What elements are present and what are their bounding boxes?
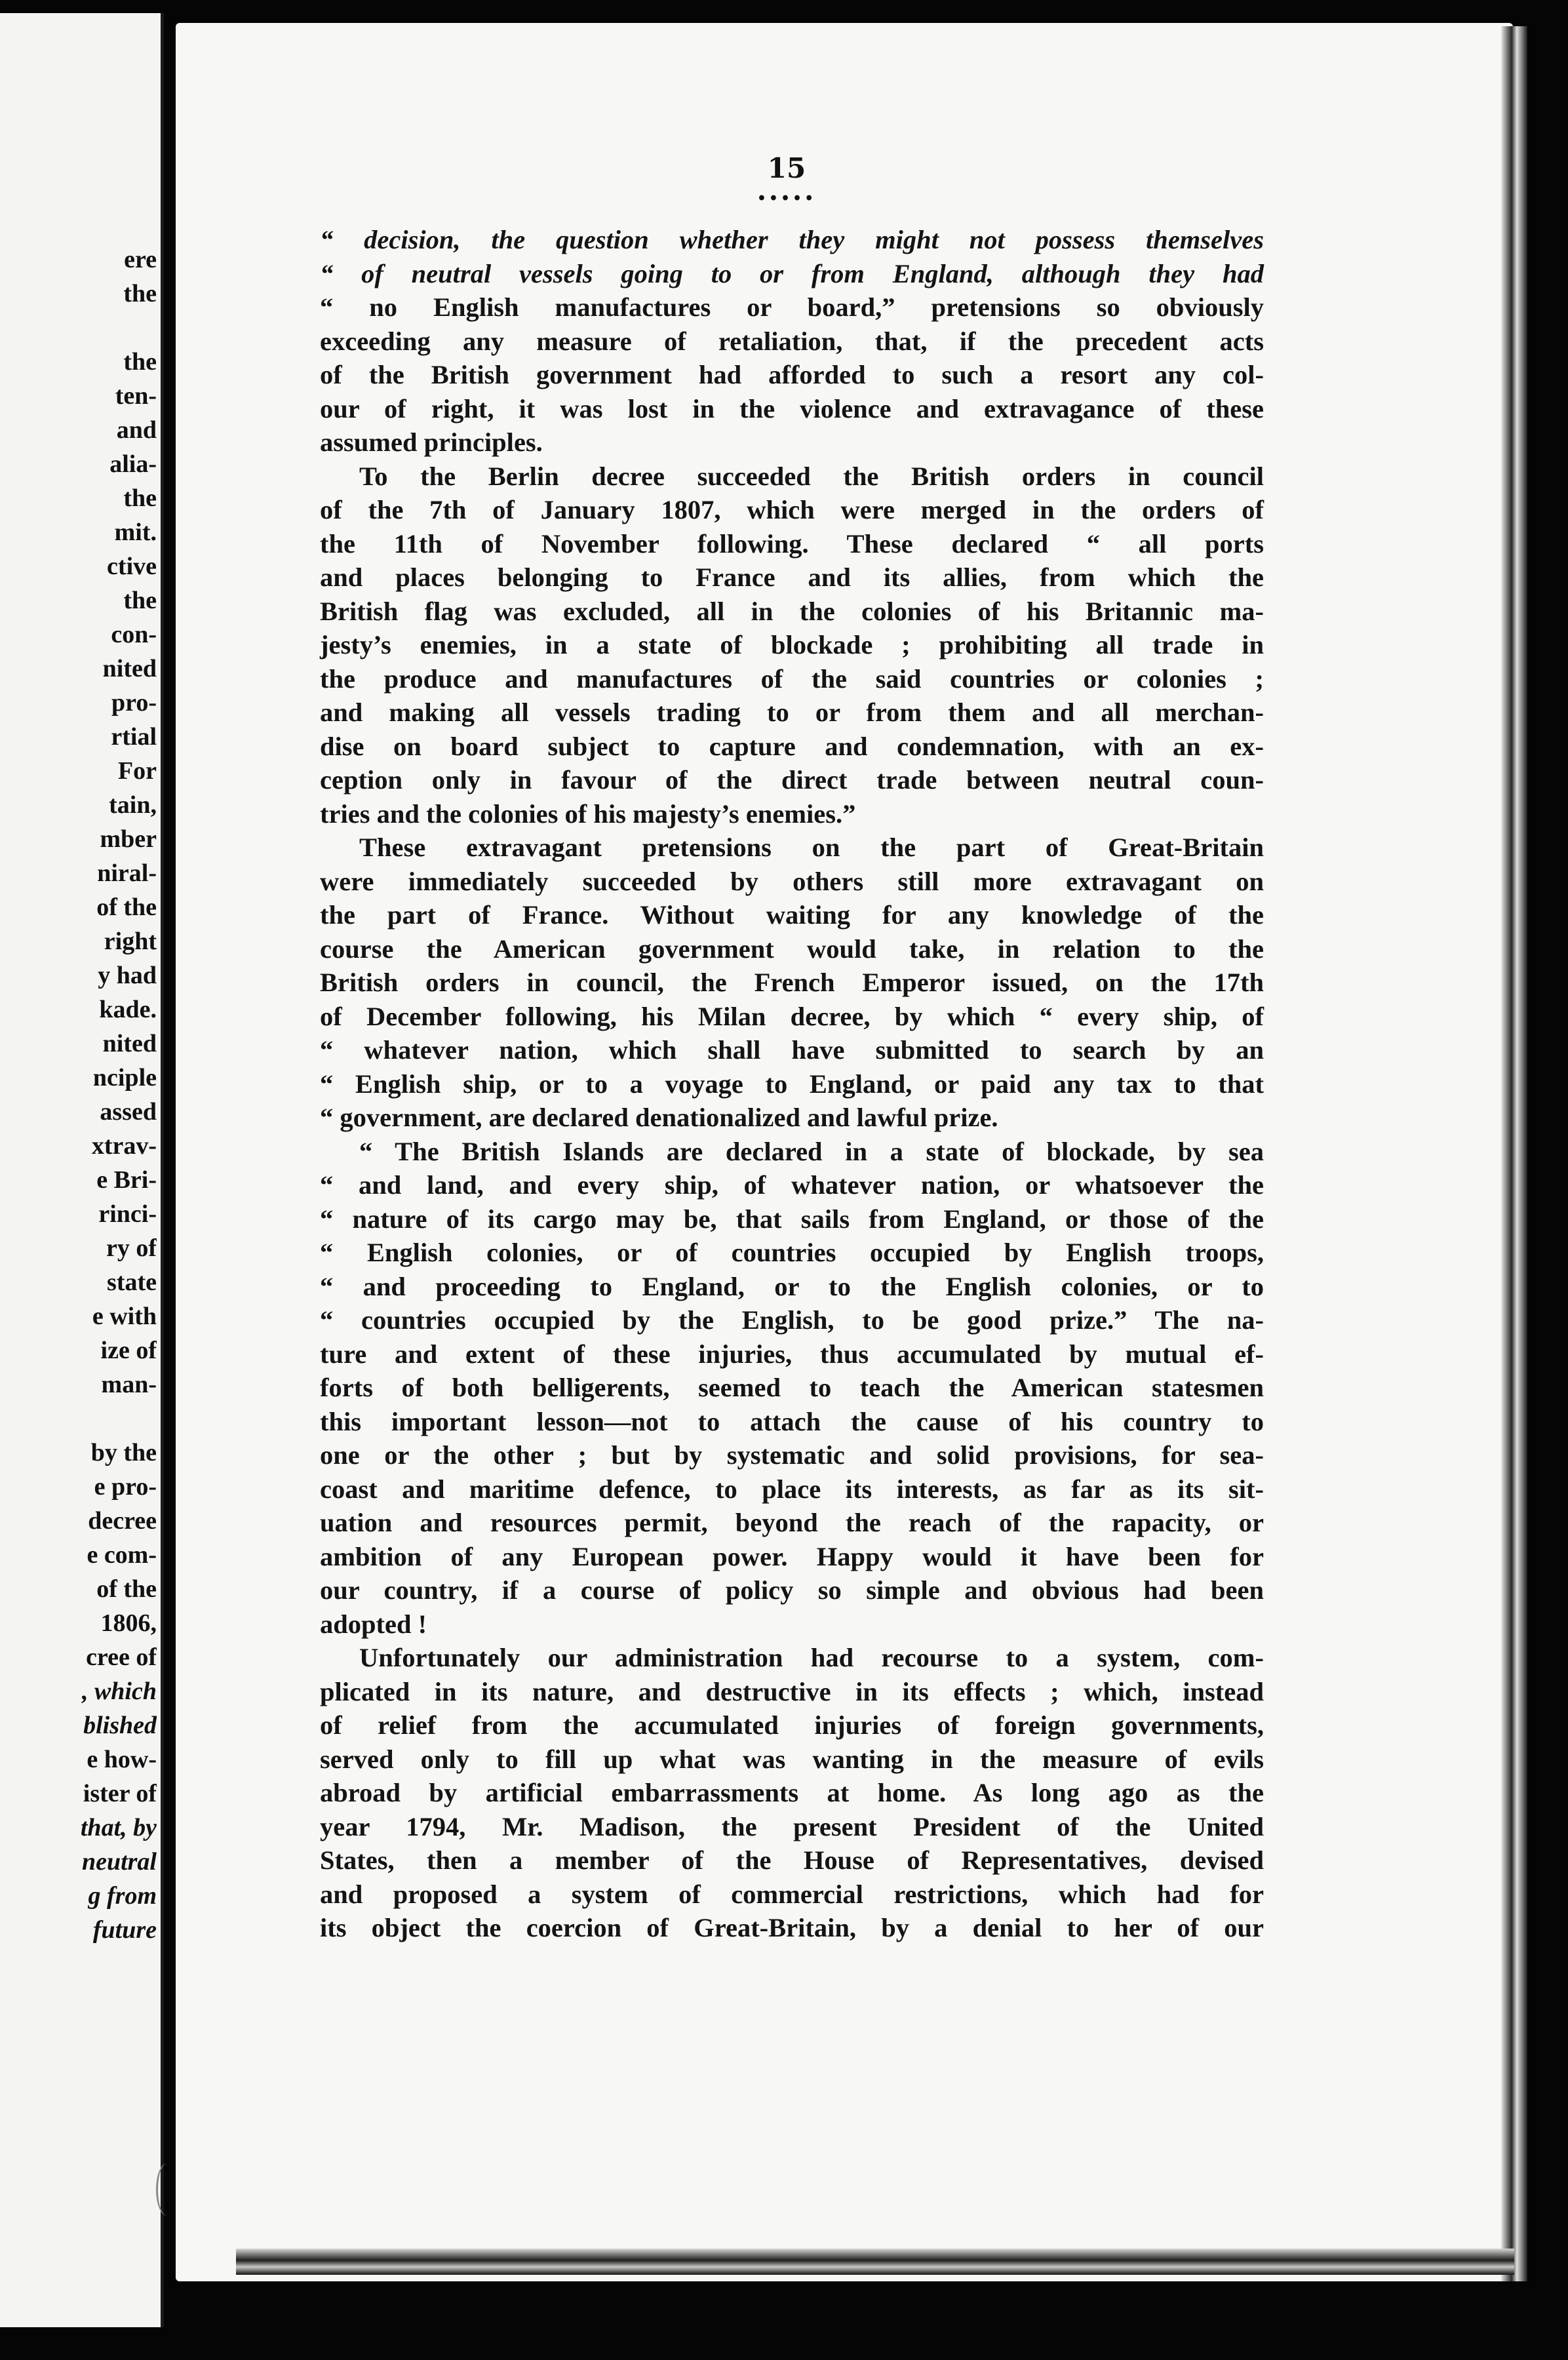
left-page-line: the [123,484,157,512]
left-page-line: future [92,1916,157,1944]
left-page-line: con- [111,621,157,648]
text-line: our country, if a course of policy so simple and obvious had been [320,1575,1264,1605]
left-page-line: cree of [86,1643,157,1671]
left-facing-page [0,13,164,2327]
text-line: “ and proceeding to England, or to the English colonies, or to [320,1271,1264,1301]
text-line: “ English colonies, or of countries occupied by English troops, [320,1238,1264,1267]
text-line: uation and resources permit, beyond the reach of the rapacity, or [320,1508,1264,1537]
left-page-line: nciple [92,1064,157,1092]
left-page-line: rtial [111,723,157,751]
left-page-fragments [0,243,157,1947]
text-line: assumed principles. [320,427,543,457]
left-page-line: For [117,757,157,785]
left-page-line: assed [100,1098,157,1126]
left-page-line: niral- [97,859,157,887]
text-line: To the Berlin decree succeeded the British orders in council [359,461,1264,491]
text-line: of December following, his Milan decree, by which “ every ship, of [320,1001,1264,1031]
left-page-line: decree [88,1507,157,1535]
text-line: “ no English manufactures or board,” pretensions so obviously [320,292,1264,322]
text-line: British flag was excluded, all in the colonies of his Britannic ma- [320,596,1264,626]
left-page-line: man- [101,1371,157,1398]
body-text [320,223,1264,1945]
left-page-line: ize of [100,1337,157,1364]
left-page-line: ten- [115,382,157,410]
text-line: our of right, it was lost in the violence and extravagance of these [320,393,1264,423]
left-page-line: by the [90,1439,157,1466]
text-line: adopted ! [320,1609,427,1639]
left-page-line: tain, [109,791,157,819]
left-page-line: e Bri- [96,1166,157,1194]
left-page-line: of the [96,894,157,921]
right-page-edge [1501,26,1527,2281]
left-page-line: and [116,416,157,444]
left-page-line: the [123,348,157,376]
left-page-line: e with [92,1303,157,1330]
left-page-line: that, by [80,1814,157,1841]
text-line: “ of neutral vessels going to or from England, although they had [320,258,1264,288]
text-line: “ The British Islands are declared in a state of blockade, by sea [359,1136,1264,1166]
left-page-line: 1806, [100,1609,157,1637]
text-line: and places belonging to France and its allies, from which the [320,562,1264,592]
left-page-line: kade. [99,996,157,1023]
left-page-line: of the [96,1575,157,1603]
left-page-line [0,311,157,345]
text-line: and proposed a system of commercial restrictions, which had for [320,1879,1264,1909]
text-line: exceeding any measure of retaliation, that, if the precedent acts [320,326,1264,356]
left-page-line: xtrav- [91,1132,157,1160]
left-page-line: neutral [81,1848,157,1876]
text-line: States, then a member of the House of Representatives, devised [320,1845,1264,1875]
left-page-line: nited [102,655,157,682]
left-page-line: , which [81,1678,157,1705]
left-page-line: nited [102,1030,157,1057]
left-page-line: ry of [106,1234,157,1262]
text-line: “ countries occupied by the English, to be good prize.” The na- [320,1305,1264,1335]
text-line: Unfortunately our administration had recourse to a system, com- [359,1643,1264,1672]
text-line: ception only in favour of the direct trade between neutral coun- [320,765,1264,795]
left-page-line: ctive [107,553,157,580]
left-page-line: rinci- [98,1200,157,1228]
left-page-line: the [123,587,157,614]
left-page-line: pro- [111,689,157,717]
left-page-line: y had [98,962,157,989]
text-line: plicated in its nature, and destructive in its effects ; which, instead [320,1676,1264,1706]
text-line: “ decision, the question whether they might not possess themselves [320,225,1264,254]
text-line: this important lesson—not to attach the cause of his country to [320,1406,1264,1436]
text-line: coast and maritime defence, to place its interests, as far as its sit- [320,1474,1264,1504]
text-line: “ nature of its cargo may be, that sails from England, or those of the [320,1204,1264,1234]
text-line: and making all vessels trading to or from them and all merchan- [320,698,1264,727]
text-line: “ and land, and every ship, of whatever nation, or whatsoever the [320,1170,1264,1200]
left-page-line [0,1402,157,1436]
text-line: forts of both belligerents, seemed to teach the American statesmen [320,1373,1264,1402]
text-line: ture and extent of these injuries, thus accumulated by mutual ef- [320,1339,1264,1369]
left-page-line: ister of [83,1780,157,1807]
text-line: the part of France. Without waiting for any knowledge of the [320,900,1264,930]
text-line: jesty’s enemies, in a state of blockade ; prohibiting all trade in [320,630,1264,659]
text-line: British orders in council, the French Emperor issued, on the 17th [320,968,1264,997]
text-line: “ whatever nation, which shall have submitted to search by an [320,1035,1264,1065]
text-line: the 11th of November following. These declared “ all ports [320,528,1264,559]
text-line: tries and the colonies of his majesty’s enemies.” [320,798,856,829]
left-page-line: e pro- [94,1473,157,1501]
left-page-line: g from [88,1882,157,1910]
margin-smudge [156,2163,178,2216]
left-page-line: the [123,280,157,307]
bottom-page-edge [236,2249,1514,2275]
text-line: of the British government had afforded to such a resort any col- [320,360,1264,389]
left-page-line: blished [83,1712,157,1739]
text-line: one or the other ; but by systematic and solid provisions, for sea- [320,1440,1264,1470]
text-line: ambition of any European power. Happy would it have been for [320,1541,1264,1571]
text-line: of the 7th of January 1807, which were merged in the orders of [320,495,1264,524]
text-line: the produce and manufactures of the said countries or colonies ; [320,663,1264,694]
text-line: served only to fill up what was wanting in the measure of evils [320,1744,1264,1774]
left-page-line: mber [100,825,157,853]
left-page-line: alia- [109,450,157,478]
page-number: 15 [767,152,806,184]
left-page-line: ere [124,246,157,273]
left-page-line: right [104,928,157,955]
text-line: of relief from the accumulated injuries of foreign governments, [320,1710,1264,1740]
left-page-line: e how- [87,1746,157,1773]
text-line: its object the coercion of Great-Britain, by a denial to her of our [320,1913,1264,1942]
text-line: were immediately succeeded by others still more extravagant on [320,866,1264,896]
page-ornament: ••••• [756,190,817,207]
text-line: “ English ship, or to a voyage to England, or paid any tax to that [320,1069,1264,1099]
left-page-line: state [107,1268,157,1296]
text-line: These extravagant pretensions on the part of Great-Britain [359,833,1264,862]
text-line: abroad by artificial embarrassments at home. As long ago as the [320,1778,1264,1807]
text-line: dise on board subject to capture and condemnation, with an ex- [320,731,1264,761]
text-line: year 1794, Mr. Madison, the present President of the United [320,1811,1264,1841]
text-line: course the American government would take, in relation to the [320,934,1264,964]
text-line: “ government, are declared denationalized and lawful prize. [320,1103,998,1132]
left-page-line: e com- [87,1541,157,1569]
left-page-line: mit. [114,519,157,546]
